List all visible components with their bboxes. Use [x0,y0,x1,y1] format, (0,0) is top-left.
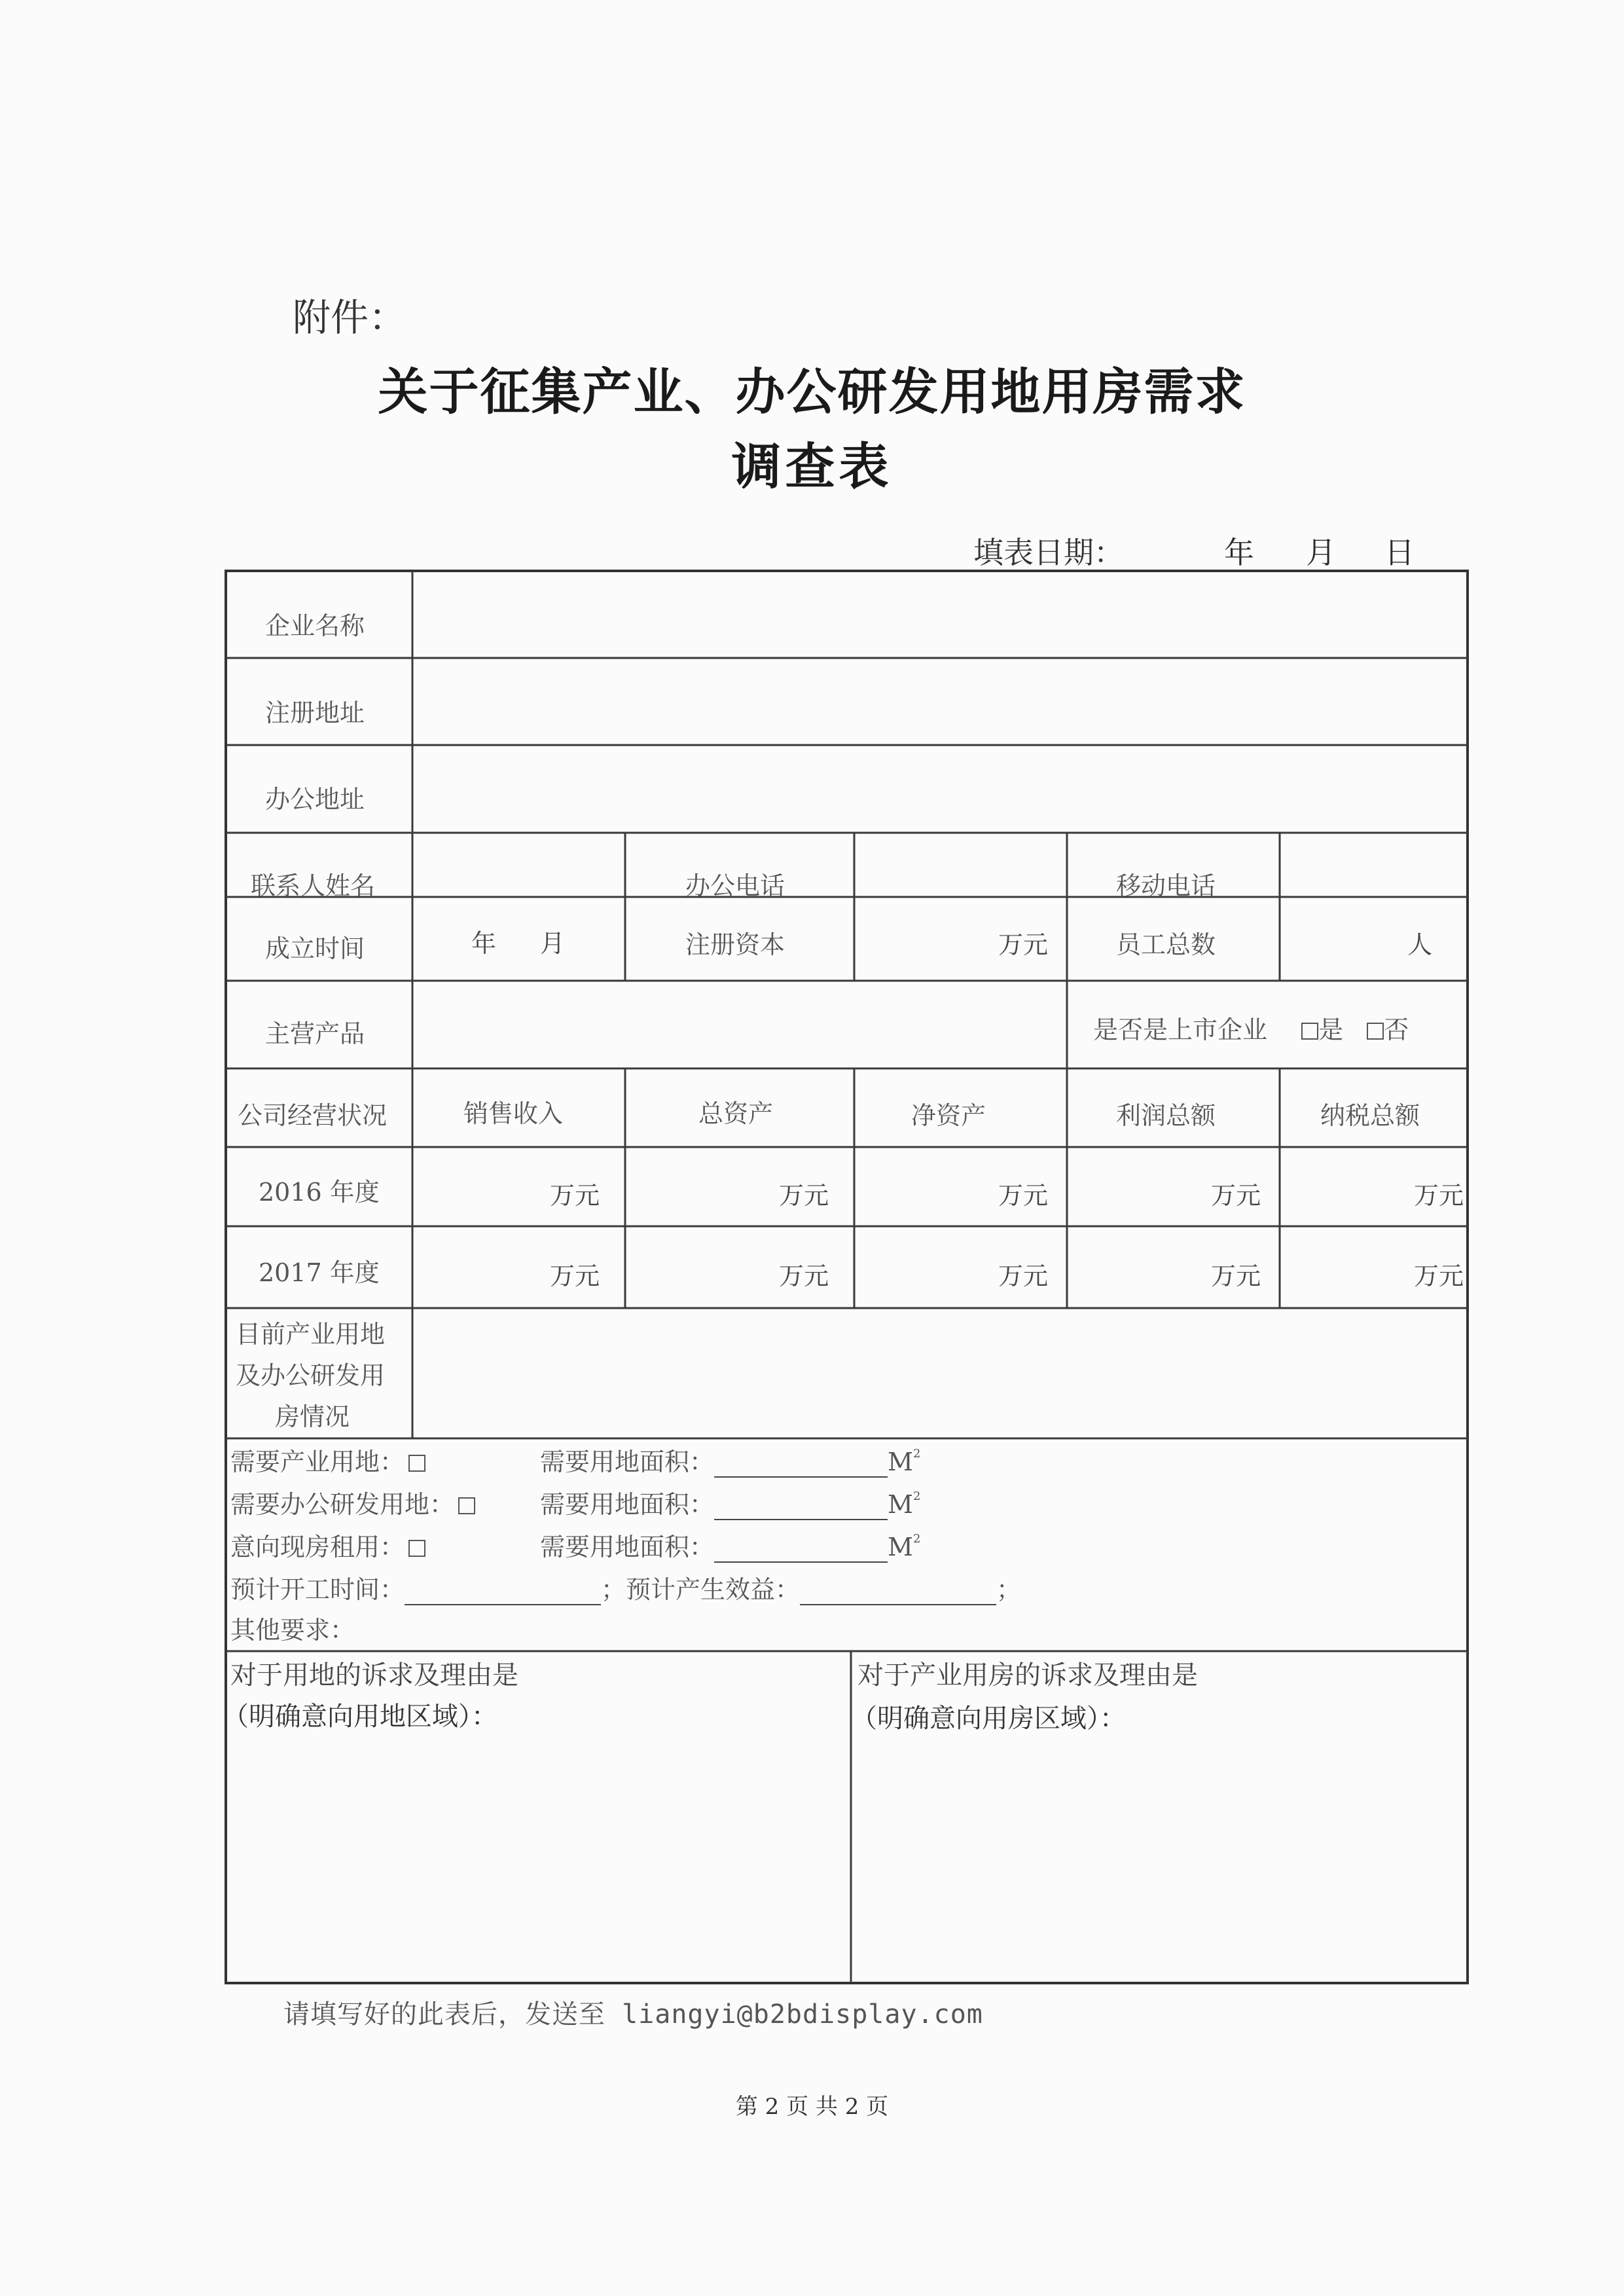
rent-area-unit-sup: 2 [912,1532,921,1546]
fill-date-month: 月 [1306,535,1336,570]
office-area-row [540,1484,920,1520]
benefit-semicolon: ； [996,1575,1022,1604]
reg-address-label: 注册地址 [265,699,365,727]
col-total-assets: 总资产 [698,1099,774,1128]
fill-date-label: 填表日期： [973,535,1124,570]
rent-area-label: 需要用地面积： [540,1533,715,1561]
need-industrial-land-checkbox[interactable] [408,1455,425,1472]
need-industrial-land-row [230,1442,429,1478]
mobile-phone-field[interactable] [1282,835,1465,894]
industrial-area-unit: M [888,1448,913,1476]
2017-tax-unit: 万元 [1414,1262,1464,1290]
2017-sales-unit: 万元 [550,1262,600,1290]
col-net-assets: 净资产 [911,1101,986,1130]
land-reason-field[interactable] [228,1735,848,1980]
submission-note: 请填写好的此表后，发送至 liangyi@b2bdisplay.com [283,1999,983,2030]
contact-name-label: 联系人姓名 [251,871,376,900]
office-area-input[interactable] [714,1495,888,1520]
listed-company-question [1093,1010,1409,1046]
established-label: 成立时间 [265,934,365,963]
2016-net-assets-unit: 万元 [998,1181,1049,1210]
need-industrial-land-label: 需要产业用地： [230,1448,405,1476]
2016-profit-unit: 万元 [1211,1181,1261,1210]
office-area-unit-sup: 2 [912,1489,921,1503]
office-address-field[interactable] [415,748,1465,830]
need-office-land-label: 需要办公研发用地： [230,1490,455,1519]
main-products-field[interactable] [415,983,1064,1066]
listed-question-text: 是否是上市企业 [1093,1015,1268,1044]
col-total-tax: 纳税总额 [1320,1101,1420,1130]
current-usage-field[interactable] [415,1311,1465,1436]
fill-date-day: 日 [1384,535,1415,570]
mobile-phone-label: 移动电话 [1116,871,1216,900]
start-time-semicolon: ； [601,1575,626,1604]
year-2016-label: 2016 年度 [259,1178,380,1207]
2016-tax-unit: 万元 [1414,1181,1464,1210]
listed-yes-checkbox[interactable] [1301,1023,1318,1040]
industrial-area-unit-sup: 2 [912,1447,921,1461]
est-year-unit: 年 [471,929,497,958]
current-usage-label-line1: 目前产业用地 [236,1320,386,1349]
house-reason-field[interactable] [854,1735,1465,1980]
est-month-unit: 月 [540,929,566,958]
company-name-field[interactable] [415,574,1465,655]
office-area-unit: M [888,1490,913,1519]
need-office-land-row [230,1484,479,1520]
attachment-label: 附件： [293,295,407,340]
rent-area-row [540,1527,920,1563]
listed-no-label: 否 [1384,1015,1409,1044]
year-2017-label: 2017 年度 [259,1258,380,1287]
current-usage-label-line2: 及办公研发用 [236,1361,386,1390]
form-title-line2: 调查表 [731,437,893,496]
office-address-label: 办公地址 [265,785,365,814]
land-reason-label: 对于用地的诉求及理由是 [230,1660,518,1690]
reg-capital-label: 注册资本 [685,930,785,959]
fill-date-year: 年 [1224,535,1254,570]
office-phone-field[interactable] [857,835,1064,894]
reg-capital-unit: 万元 [998,930,1049,959]
start-time-input[interactable] [405,1580,601,1605]
intend-rent-row [230,1527,429,1563]
form-title-line1: 关于征集产业、办公研发用地用房需求 [378,363,1246,421]
other-requirements-label: 其他要求： [230,1616,355,1645]
current-usage-label-line3: 房情况 [275,1402,350,1431]
2017-net-assets-unit: 万元 [998,1262,1049,1290]
industrial-area-row [540,1442,920,1478]
reg-address-field[interactable] [415,661,1465,742]
rent-area-unit: M [888,1533,913,1561]
office-phone-label: 办公电话 [685,871,785,900]
employees-unit: 人 [1407,930,1433,959]
house-region-label: （明确意向用房区域）： [851,1704,1126,1734]
operation-status-label: 公司经营状况 [238,1101,388,1130]
start-time-label: 预计开工时间： [230,1575,405,1604]
employees-label: 员工总数 [1116,930,1216,959]
need-office-land-checkbox[interactable] [458,1497,475,1514]
house-reason-label: 对于产业用房的诉求及理由是 [857,1660,1198,1690]
contact-name-field[interactable] [415,835,623,894]
main-products-label: 主营产品 [265,1019,365,1048]
col-total-profit: 利润总额 [1116,1101,1216,1130]
2016-assets-unit: 万元 [779,1181,829,1210]
2017-profit-unit: 万元 [1211,1262,1261,1290]
page-number: 第 2 页 共 2 页 [735,2094,889,2120]
expected-benefit-input[interactable] [800,1580,996,1605]
start-benefit-row [230,1569,1021,1605]
industrial-area-label: 需要用地面积： [540,1448,715,1476]
rent-area-input[interactable] [714,1538,888,1563]
listed-no-checkbox[interactable] [1367,1023,1384,1040]
col-sales-revenue: 销售收入 [463,1099,564,1128]
land-region-label: （明确意向用地区域）： [223,1702,497,1732]
office-area-label: 需要用地面积： [540,1490,715,1519]
industrial-area-input[interactable] [714,1453,888,1478]
intend-rent-label: 意向现房租用： [230,1533,405,1561]
expected-benefit-label: 预计产生效益： [626,1575,801,1604]
2017-assets-unit: 万元 [779,1262,829,1290]
intend-rent-checkbox[interactable] [408,1540,425,1557]
company-name-label: 企业名称 [265,611,365,640]
listed-yes-label: 是 [1318,1015,1344,1044]
2016-sales-unit: 万元 [550,1181,600,1210]
